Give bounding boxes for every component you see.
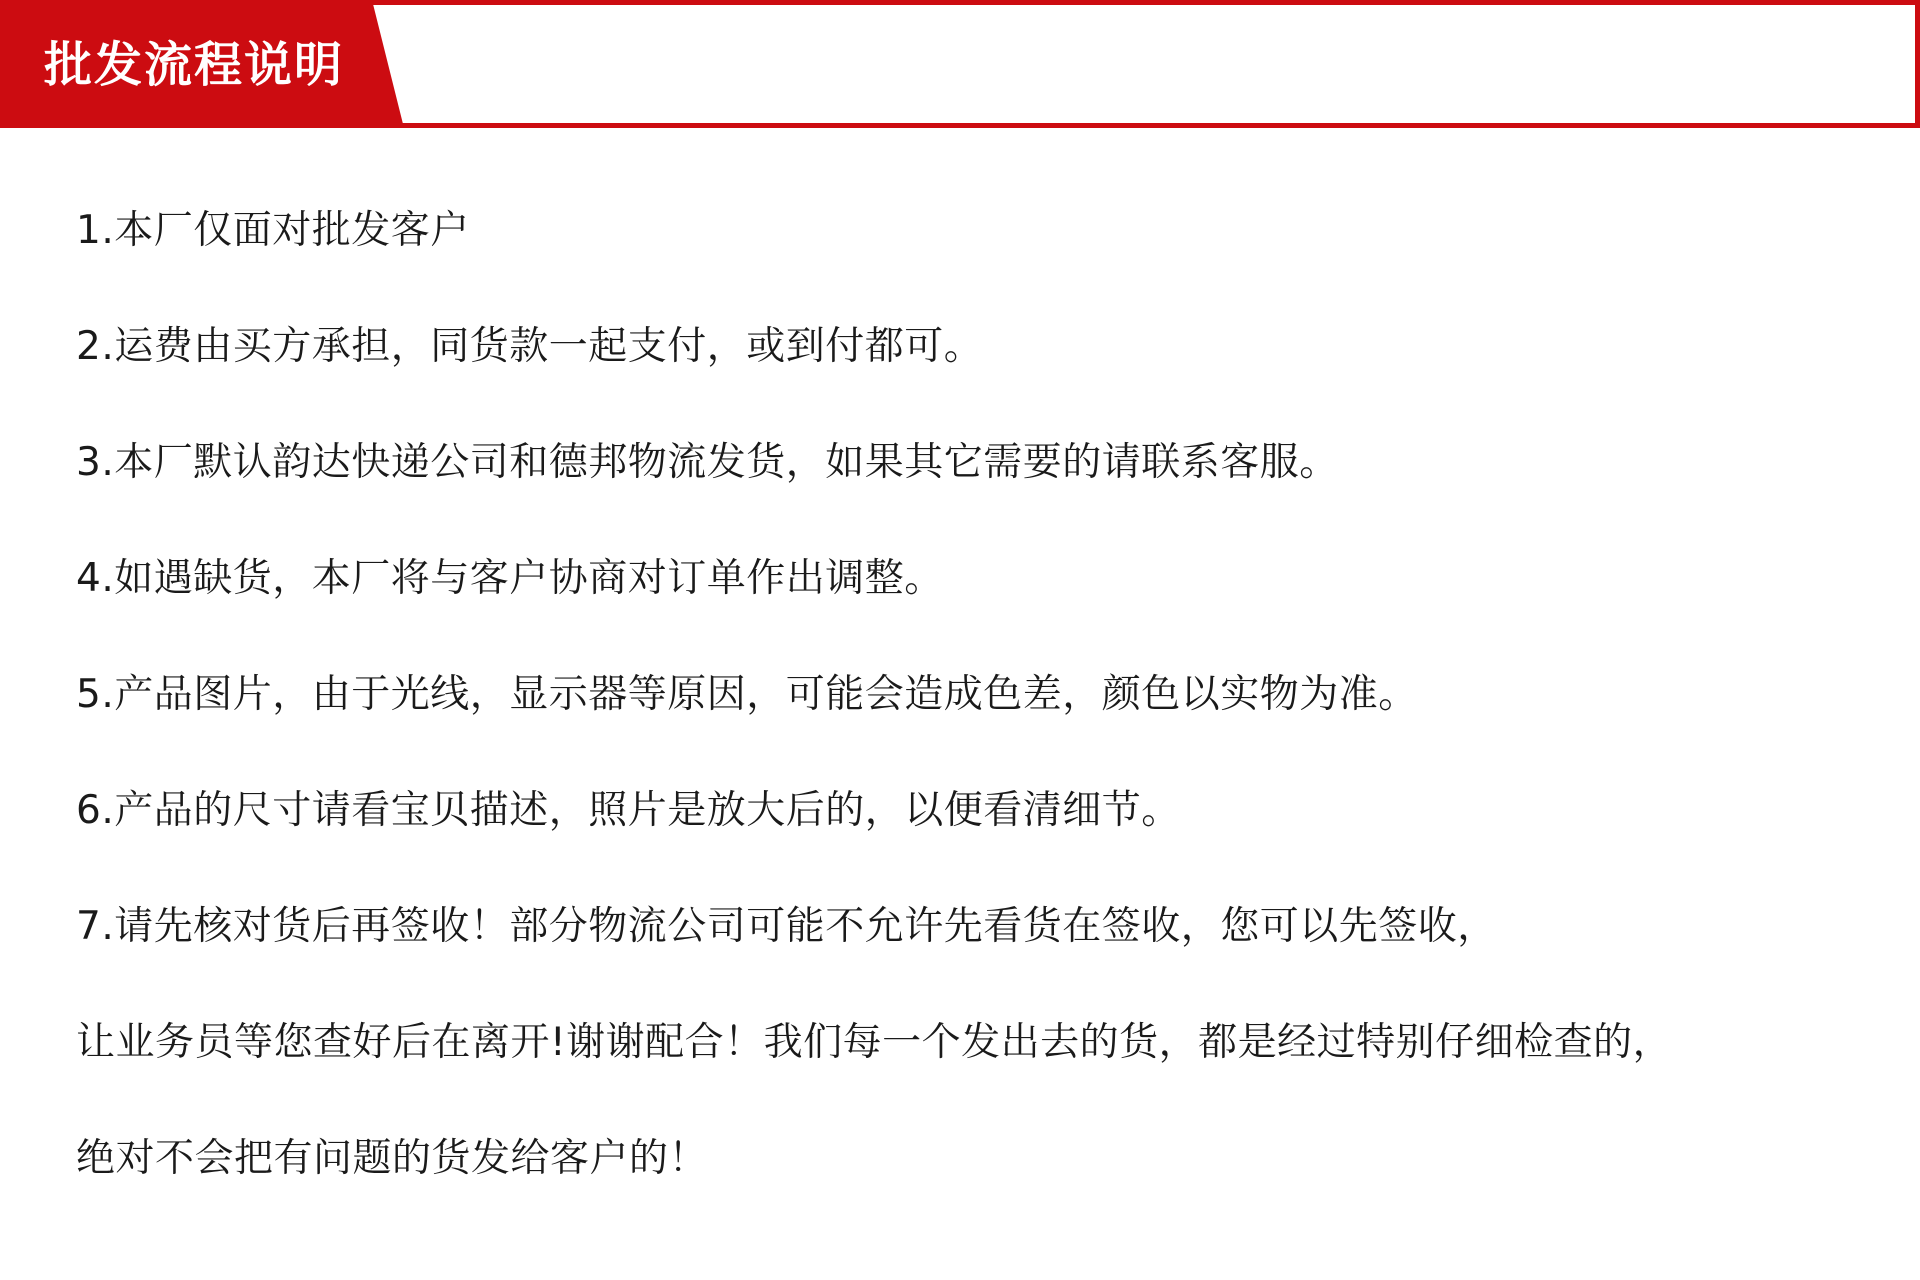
rule-5: 5.产品图片，由于光线，显示器等原因，可能会造成色差，颜色以实物为准。 — [76, 672, 1418, 717]
rule-3: 3.本厂默认韵达快递公司和德邦物流发货，如果其它需要的请联系客服。 — [76, 440, 1339, 485]
rule-7-line-1: 7.请先核对货后再签收！部分物流公司可能不允许先看货在签收，您可以先签收， — [76, 904, 1497, 949]
rule-7-line-3: 绝对不会把有问题的货发给客户的！ — [76, 1136, 709, 1181]
page-title: 批发流程说明 — [44, 37, 345, 93]
rule-7-line-2: 让业务员等您查好后在离开!谢谢配合！我们每一个发出去的货，都是经过特别仔细检查的， — [76, 1020, 1673, 1065]
section-header — [0, 0, 1920, 128]
wholesale-rules-list — [76, 196, 1876, 1240]
rule-2: 2.运费由买方承担，同货款一起支付，或到付都可。 — [76, 324, 984, 369]
rule-4: 4.如遇缺货，本厂将与客户协商对订单作出调整。 — [76, 556, 944, 601]
rule-1: 1.本厂仅面对批发客户 — [76, 208, 470, 253]
rule-6: 6.产品的尺寸请看宝贝描述，照片是放大后的，以便看清细节。 — [76, 788, 1181, 833]
